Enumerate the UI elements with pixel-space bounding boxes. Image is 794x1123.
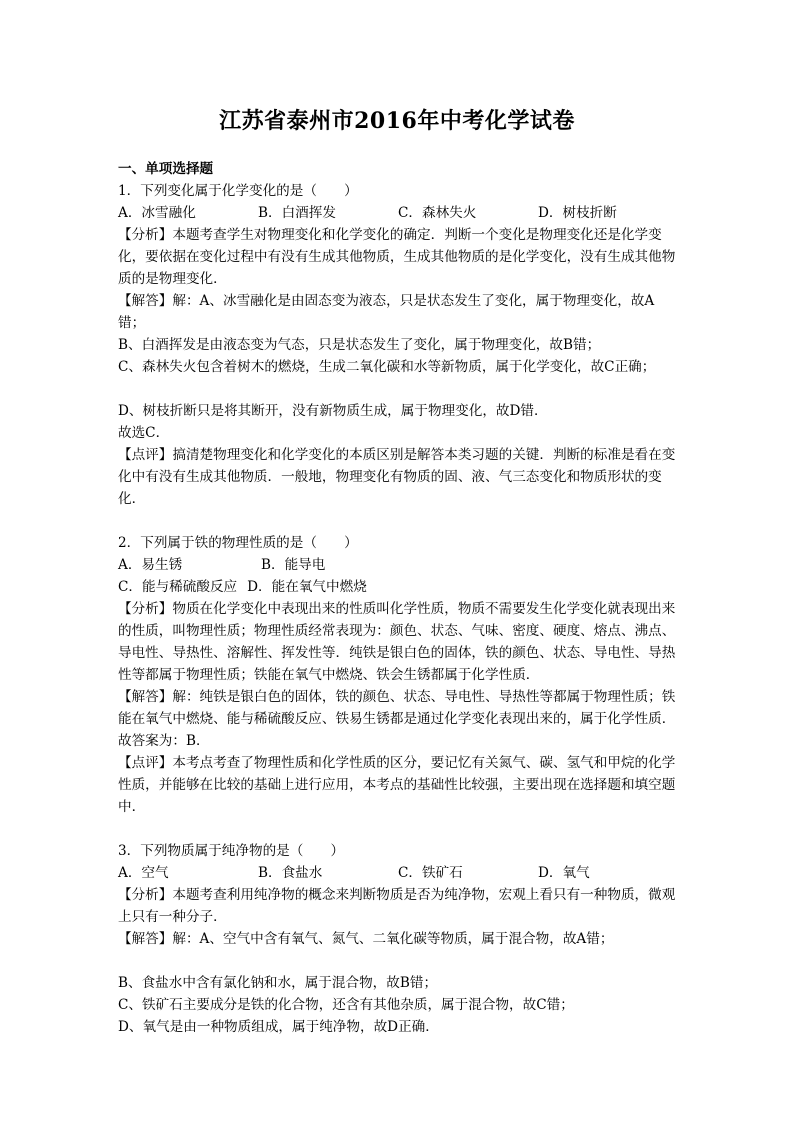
question-options xyxy=(118,862,678,884)
question-options xyxy=(118,202,678,224)
comment-text: 【点评】本考点考查了物理性质和化学性质的区分，要记忆有关氮气、碳、氢气和甲烷的化学性质，并能够在比较的基础上进行应用，本考点的基础性比较强，主要出现在选择题和填空题中． xyxy=(118,755,676,815)
page-title: 江苏省泰州市2016年中考化学试卷 xyxy=(219,108,575,134)
answer-line: C、铁矿石主要成分是铁的化合物，还含有其他杂质，属于混合物，故C错； xyxy=(118,997,574,1013)
option-b: B．食盐水 xyxy=(258,865,323,881)
option-a: A．易生锈 xyxy=(118,557,183,573)
answer-line: D、树枝折断只是将其断开，没有新物质生成，属于物理变化，故D错． xyxy=(118,403,548,419)
answer-line: B、食盐水中含有氯化钠和水，属于混合物，故B错； xyxy=(118,975,438,991)
section-heading: 一、单项选择题 xyxy=(118,161,214,177)
answer-result: 故答案为：B． xyxy=(118,733,210,749)
question-stem: 2．下列属于铁的物理性质的是（ ） xyxy=(118,535,358,551)
analysis-text: 【分析】本题考查利用纯净物的概念来判断物质是否为纯净物，宏观上看只有一种物质，微观上只有一种分子． xyxy=(118,887,676,925)
question-2 xyxy=(118,532,678,818)
question-1 xyxy=(118,180,678,510)
question-options xyxy=(118,554,678,576)
option-d: D．氧气 xyxy=(538,865,590,881)
option-c: C．能与稀硫酸反应 xyxy=(118,579,238,595)
answer-line: D、氧气是由一种物质组成，属于纯净物，故D正确． xyxy=(118,1019,439,1035)
answer-line: 【解答】解：A、空气中含有氧气、氮气、二氧化碳等物质，属于混合物，故A错； xyxy=(118,931,614,947)
option-c: C．森林失火 xyxy=(398,205,477,221)
answer-line: B、白酒挥发是由液态变为气态，只是状态发生了变化，属于物理变化，故B错； xyxy=(118,337,601,353)
answer-result: 故选C． xyxy=(118,425,170,441)
option-d: D．能在氧气中燃烧 xyxy=(247,579,367,595)
blank-line xyxy=(118,378,678,400)
option-c: C．铁矿石 xyxy=(398,865,463,881)
answer-text: 【解答】解：纯铁是银白色的固体，铁的颜色、状态、导电性、导热性等都属于物理性质；铁能在氧气中燃烧、能与稀硫酸反应、铁易生锈都是通过化学变化表现出来的，属于化学性质． xyxy=(118,689,676,727)
question-stem: 1．下列变化属于化学变化的是（ ） xyxy=(118,183,358,199)
option-d: D．树枝折断 xyxy=(538,205,617,221)
analysis-text: 【分析】本题考查学生对物理变化和化学变化的确定．判断一个变化是物理变化还是化学变化，要依据在变化过程中有没有生成其他物质，生成其他物质的是化学变化，没有生成其他物质的是物理变化． xyxy=(118,227,676,287)
option-a: A．空气 xyxy=(118,865,169,881)
analysis-text: 【分析】物质在化学变化中表现出来的性质叫化学性质，物质不需要发生化学变化就表现出来的性质，叫物理性质；物理性质经常表现为：颜色、状态、气味、密度、硬度、熔点、沸点、导电性、导热性、溶解性、挥发性等．纯铁是银白色的固体，铁的颜色、状态、导电性、导热性等都属于物理性质；铁能在氧气中燃烧、铁会生锈都属于化学性质． xyxy=(118,601,676,683)
question-3 xyxy=(118,840,678,1038)
answer-line: 【解答】解：A、冰雪融化是由固态变为液态，只是状态发生了变化，属于物理变化，故A错； xyxy=(118,293,655,331)
answer-line: C、森林失火包含着树木的燃烧，生成二氧化碳和水等新物质，属于化学变化，故C正确； xyxy=(118,359,656,375)
option-b: B．能导电 xyxy=(261,557,326,573)
question-stem: 3．下列物质属于纯净物的是（ ） xyxy=(118,843,345,859)
option-a: A．冰雪融化 xyxy=(118,205,196,221)
question-gap xyxy=(118,818,678,840)
option-b: B．白酒挥发 xyxy=(258,205,336,221)
question-gap xyxy=(118,510,678,532)
document-body xyxy=(118,158,678,1038)
blank-line xyxy=(118,950,678,972)
comment-text: 【点评】搞清楚物理变化和化学变化的本质区别是解答本类习题的关键．判断的标准是看在变化中有没有生成其他物质．一般地，物理变化有物质的固、液、气三态变化和物质形状的变化． xyxy=(118,447,676,507)
question-options xyxy=(118,576,678,598)
